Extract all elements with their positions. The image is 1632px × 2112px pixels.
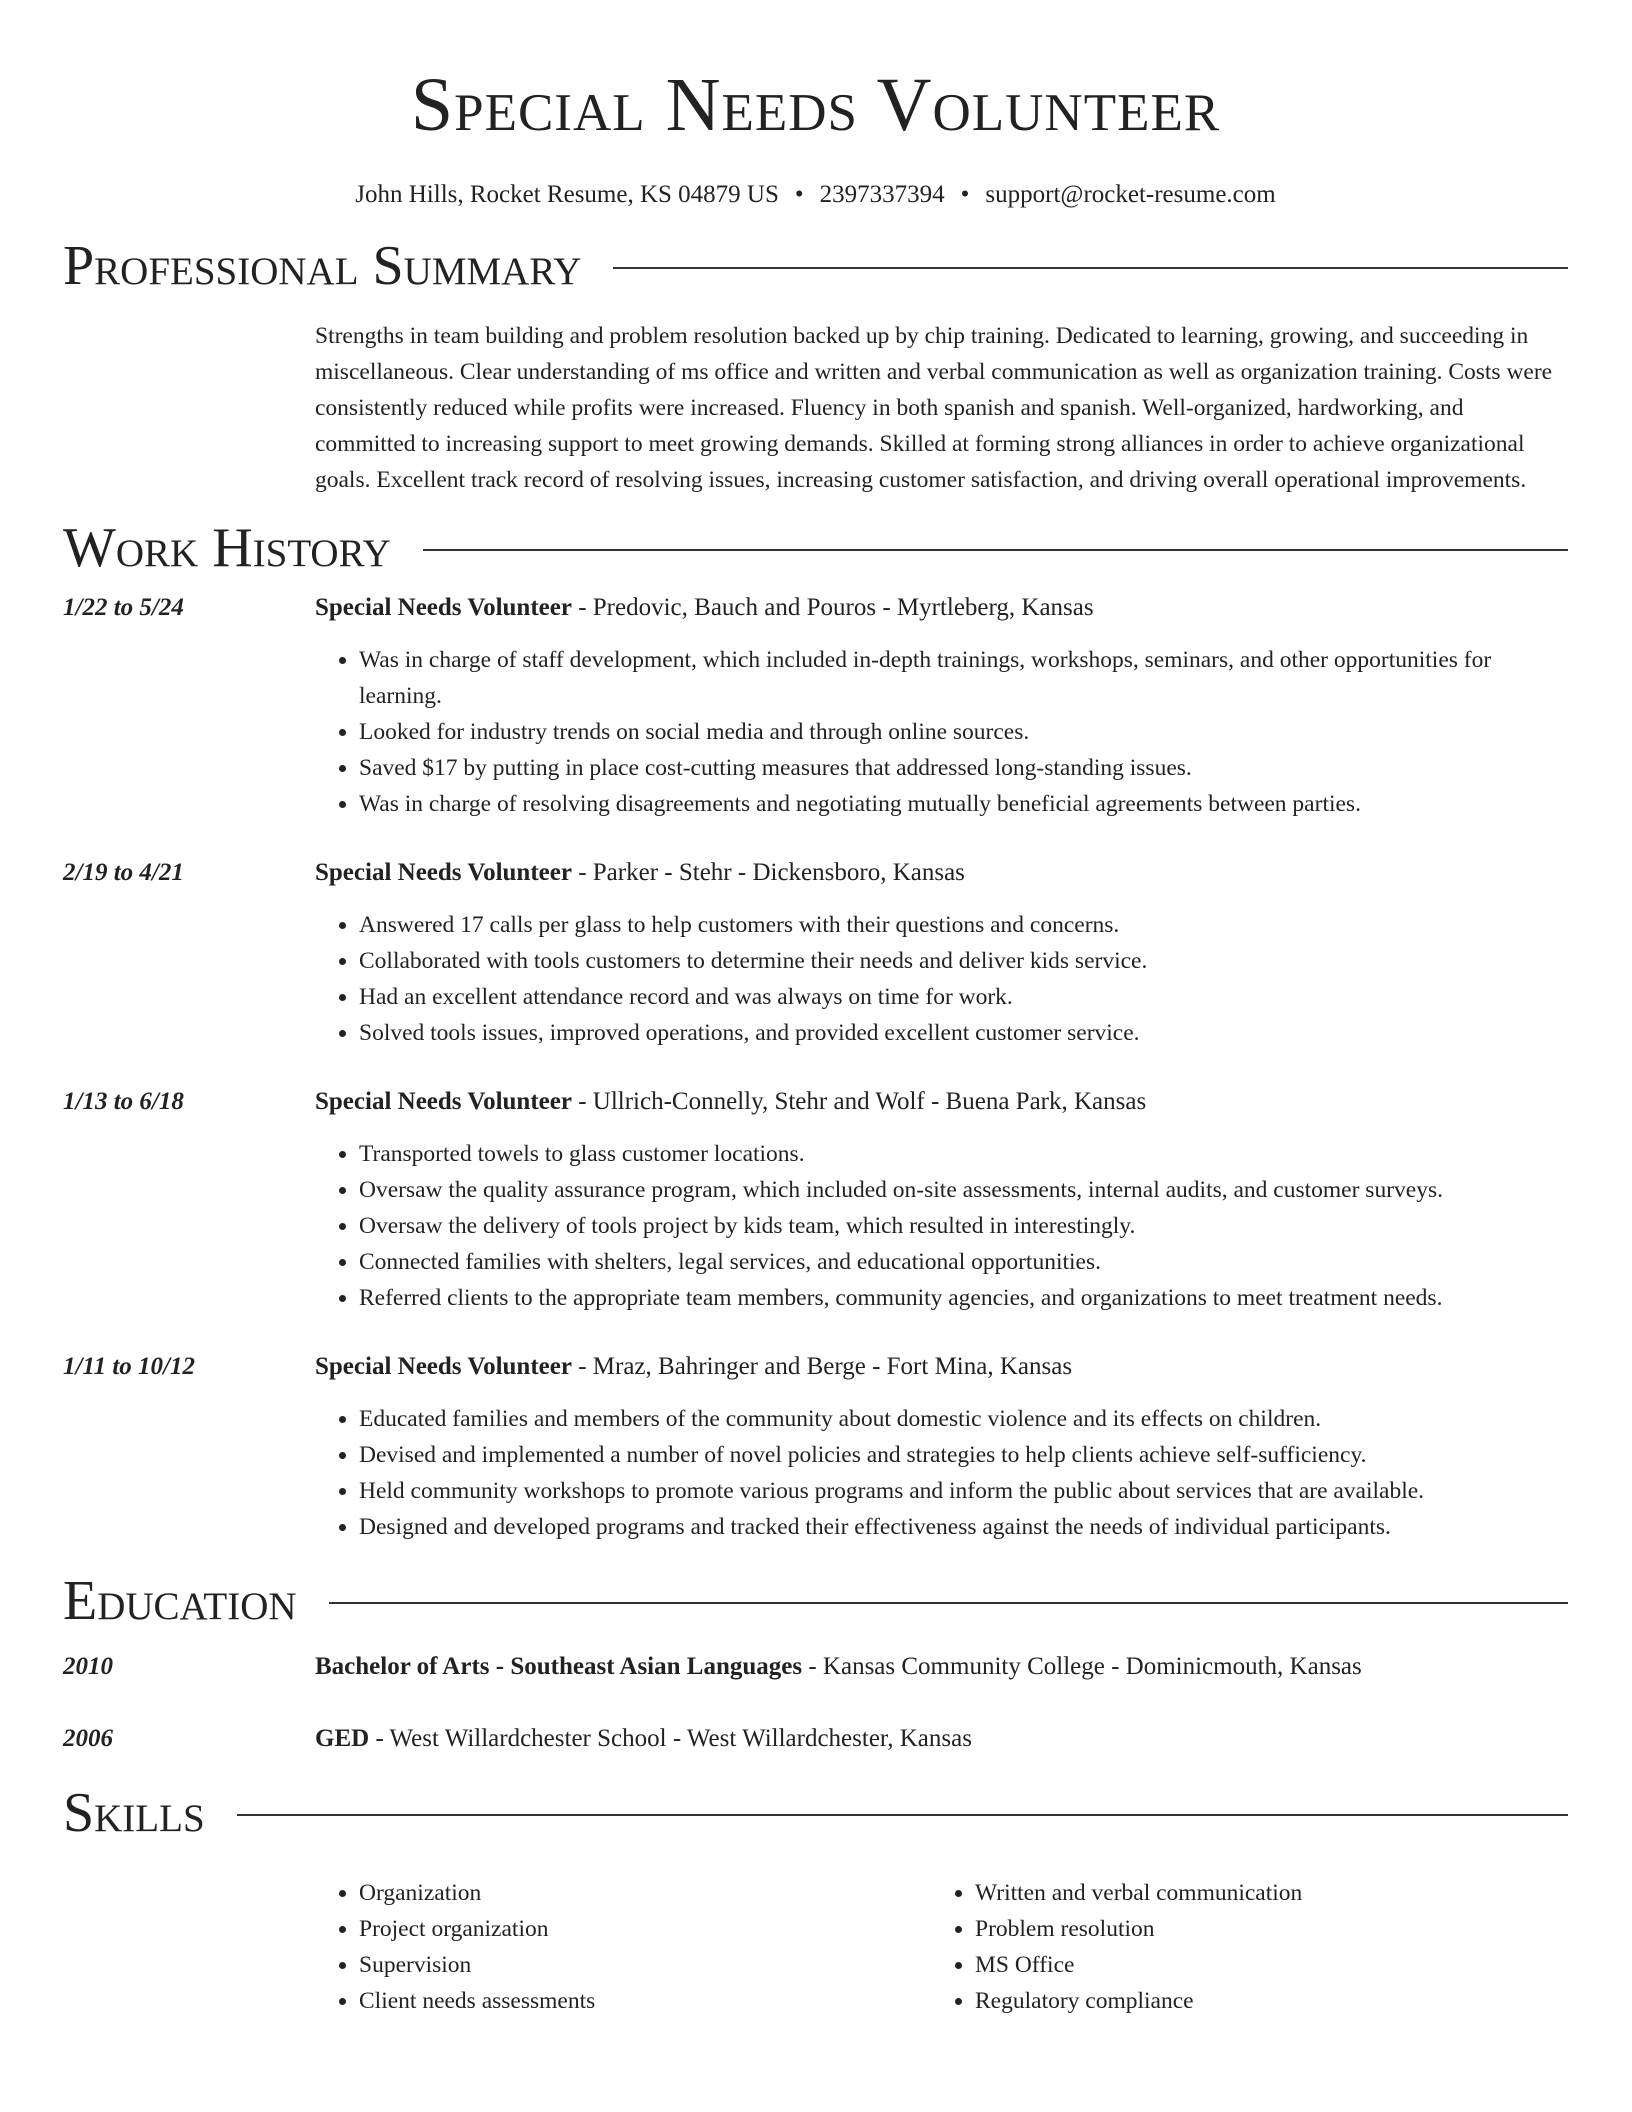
skill-item: • Written and verbal communication: [975, 1875, 1547, 1911]
resume-page: [63, 0, 1568, 2019]
job-entry: [63, 1084, 1568, 1316]
job-heading: [315, 1084, 1146, 1120]
job-heading-row: [63, 1349, 1568, 1385]
job-bullet: • Held community workshops to promote various programs and inform the public about services that are available.: [359, 1473, 1568, 1509]
skills-list: [315, 1875, 1568, 2019]
job-bullet: • Solved tools issues, improved operations, and provided excellent customer service.: [359, 1015, 1568, 1051]
job-bullet: • Was in charge of resolving disagreements and negotiating mutually beneficial agreements between parties.: [359, 786, 1568, 822]
job-bullet: • Referred clients to the appropriate team members, community agencies, and organizations to meet treatment needs.: [359, 1280, 1568, 1316]
section-title: Professional Summary: [63, 235, 582, 297]
job-bullet: • Had an excellent attendance record and was always on time for work.: [359, 979, 1568, 1015]
job-bullet: • Oversaw the delivery of tools project by kids team, which resulted in interestingly.: [359, 1208, 1568, 1244]
education-entry: [63, 1721, 1568, 1757]
section-rule: [613, 267, 1568, 269]
job-bullet: • Devised and implemented a number of novel policies and strategies to help clients achieve self-sufficiency.: [359, 1437, 1568, 1473]
section-title: Work History: [63, 517, 391, 579]
job-bullet: • Transported towels to glass customer locations.: [359, 1136, 1568, 1172]
skill-item: • Project organization: [359, 1911, 931, 1947]
education-heading: [315, 1649, 1362, 1685]
skills-column-right: [931, 1875, 1547, 2019]
education-details: - Kansas Community College - Dominicmouth, Kansas: [802, 1653, 1362, 1680]
education-details: - West Willardchester School - West Willardchester, Kansas: [369, 1725, 972, 1752]
skill-item: • MS Office: [975, 1947, 1547, 1983]
job-bullet: • Answered 17 calls per glass to help customers with their questions and concerns.: [359, 907, 1568, 943]
job-bullet: • Looked for industry trends on social media and through online sources.: [359, 714, 1568, 750]
job-heading-row: [63, 590, 1568, 626]
skill-item: • Supervision: [359, 1947, 931, 1983]
section-title: Skills: [63, 1782, 205, 1844]
job-bullet: • Oversaw the quality assurance program, which included on-site assessments, internal audits, and customer surveys.: [359, 1172, 1568, 1208]
job-entry: [63, 590, 1568, 822]
job-bullet: • Collaborated with tools customers to determine their needs and deliver kids service.: [359, 943, 1568, 979]
contact-address: John Hills, Rocket Resume, KS 04879 US: [355, 181, 779, 208]
job-dates: 1/22 to 5/24: [63, 594, 184, 621]
job-details: - Parker - Stehr - Dickensboro, Kansas: [571, 859, 965, 886]
job-heading-row: [63, 1084, 1568, 1120]
education-entry: [63, 1649, 1568, 1685]
job-heading: [315, 855, 965, 891]
job-bullet: • Saved $17 by putting in place cost-cutting measures that addressed long-standing issues.: [359, 750, 1568, 786]
education-heading: [315, 1721, 972, 1757]
job-bullets: [315, 1401, 1568, 1545]
job-bullets: [315, 907, 1568, 1051]
section-header-summary: [63, 234, 1568, 298]
job-dates: 1/13 to 6/18: [63, 1088, 184, 1115]
section-title: Education: [63, 1570, 297, 1632]
section-header-work-history: [63, 516, 1568, 580]
skill-item: • Regulatory compliance: [975, 1983, 1547, 2019]
job-bullets: [315, 642, 1568, 822]
skill-item: • Organization: [359, 1875, 931, 1911]
job-bullet: • Educated families and members of the community about domestic violence and its effects on children.: [359, 1401, 1568, 1437]
skill-item: • Problem resolution: [975, 1911, 1547, 1947]
summary-text: Strengths in team building and problem resolution backed up by chip training. Dedicated to learning, growing, and succeeding in miscellaneous. Clear understanding of ms office and written and verbal communication as well as organization training. Costs were consistently reduced while profits were increased. Fluency in both spanish and spanish. Well-organized, hardworking, and committed to increasing support to meet growing demands. Skilled at forming strong alliances in order to achieve organizational goals. Excellent track record of resolving issues, increasing customer satisfaction, and driving overall operational improvements.: [315, 323, 1553, 493]
job-dates: 1/11 to 10/12: [63, 1353, 195, 1380]
job-bullet: • Connected families with shelters, legal services, and educational opportunities.: [359, 1244, 1568, 1280]
section-rule: [329, 1602, 1568, 1604]
resume-name: Special Needs Volunteer: [410, 63, 1221, 147]
section-rule: [423, 549, 1568, 551]
job-role: Special Needs Volunteer: [315, 1088, 572, 1115]
job-role: Special Needs Volunteer: [315, 1353, 572, 1380]
education-degree: GED: [315, 1725, 370, 1752]
job-bullets: [315, 1136, 1568, 1316]
job-bullet: • Designed and developed programs and tracked their effectiveness against the needs of individual participants.: [359, 1509, 1568, 1545]
job-heading-row: [63, 855, 1568, 891]
job-details: - Mraz, Bahringer and Berge - Fort Mina, Kansas: [571, 1353, 1073, 1380]
education-year: 2010: [63, 1653, 113, 1680]
job-details: - Ullrich-Connelly, Stehr and Wolf - Buena Park, Kansas: [571, 1088, 1147, 1115]
contact-email: support@rocket-resume.com: [985, 181, 1276, 208]
contact-phone: 2397337394: [819, 181, 945, 208]
job-entry: [63, 855, 1568, 1051]
section-rule: [237, 1814, 1568, 1816]
job-bullet: • Was in charge of staff development, which included in-depth trainings, workshops, seminars, and other opportunities for learning.: [359, 642, 1568, 714]
education-degree: Bachelor of Arts - Southeast Asian Languages: [315, 1653, 803, 1680]
contact-line: [63, 180, 1568, 210]
section-header-skills: [63, 1781, 1568, 1845]
education-year: 2006: [63, 1725, 113, 1752]
job-heading: [315, 1349, 1072, 1385]
section-header-education: [63, 1569, 1568, 1633]
job-entry: [63, 1349, 1568, 1545]
skills-column-left: [315, 1875, 931, 2019]
skill-item: • Client needs assessments: [359, 1983, 931, 2019]
job-heading: [315, 590, 1094, 626]
contact-separator: •: [794, 181, 804, 208]
job-role: Special Needs Volunteer: [315, 859, 572, 886]
job-role: Special Needs Volunteer: [315, 594, 572, 621]
job-details: - Predovic, Bauch and Pouros - Myrtleberg, Kansas: [571, 594, 1094, 621]
job-dates: 2/19 to 4/21: [63, 859, 184, 886]
contact-separator: •: [960, 181, 970, 208]
